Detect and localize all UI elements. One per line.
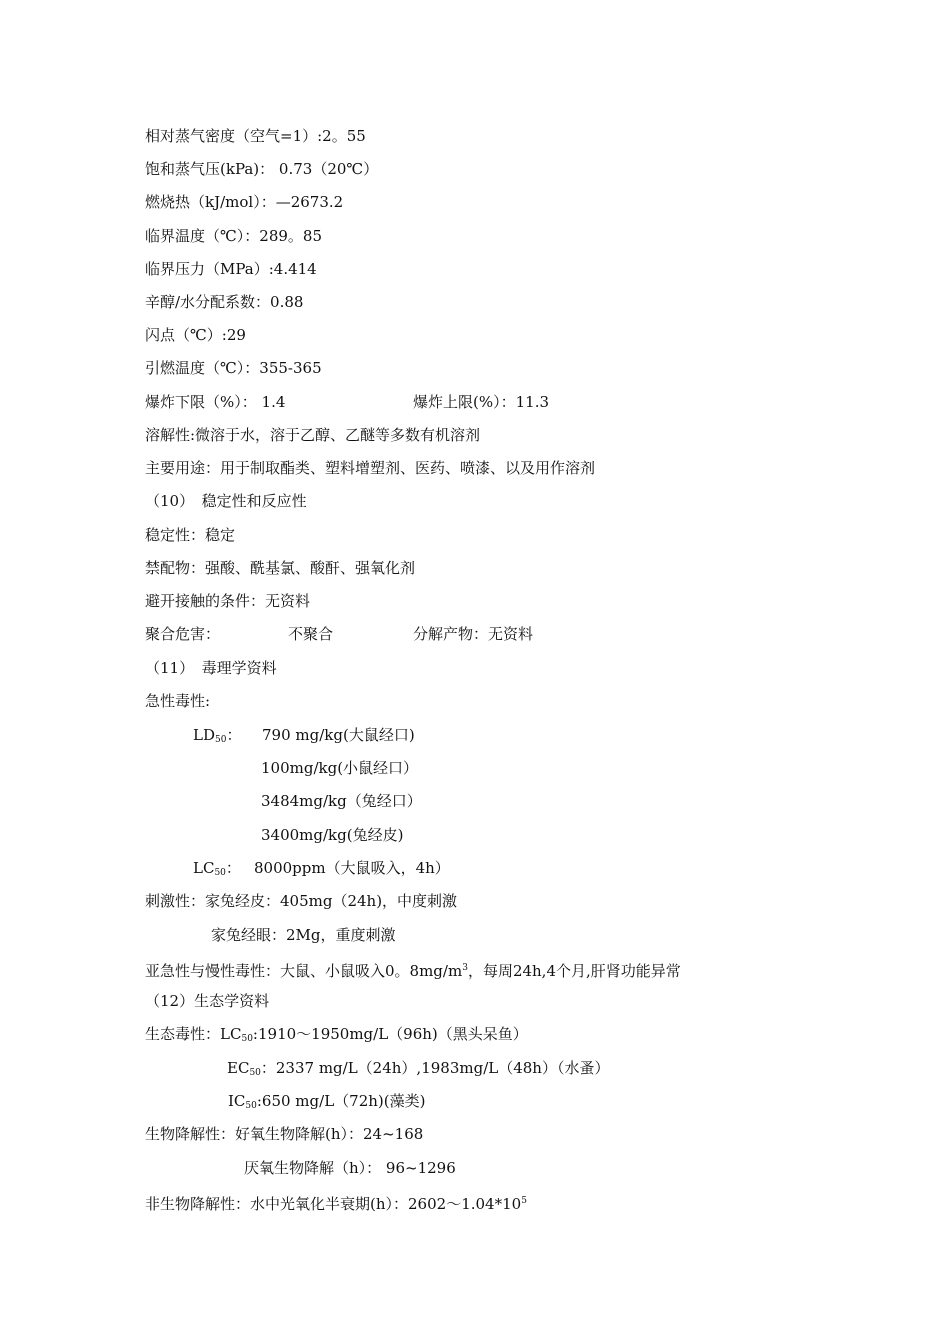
ecotoxicity-daphnia: $EC_{50}$：2337 mg/L（24h）,1983mg/L（48h）（水蚤） [227,1059,610,1078]
solubility: 溶解性:微溶于水，溶于乙醇、乙醚等多数有机溶剂 [145,426,481,444]
abiotic-degradation: 非生物降解性：水中光氧化半衰期(h）：$2602\sim 1.04*10^5$ [145,1195,527,1213]
biodegradation-aerobic: 生物降解性：好氧生物降解(h）：24~168 [145,1125,424,1143]
section-heading-ecology: （12）生态学资料 [145,992,270,1010]
vapor-density: 相对蒸气密度（空气=1）:2。55 [145,127,366,145]
polymerization-value: 不聚合 [288,625,334,643]
ecotoxicity-fish: 生态毒性：$LC_{50}:1910\sim 1950mg/L(96h)$（黑头呆鱼） [145,1025,528,1044]
saturated-vapor-pressure: 饱和蒸气压(kPa)： 0.73（20℃） [145,160,379,178]
ignition-temperature: 引燃温度（℃）：355-365 [145,359,322,377]
conditions-to-avoid: 避开接触的条件：无资料 [145,592,311,610]
section-heading-stability: （10） 稳定性和反应性 [145,492,307,510]
ld50-value-mouse-oral: 100mg/kg(小鼠经口） [261,759,419,777]
stability: 稳定性：稳定 [145,526,236,544]
main-uses: 主要用途：用于制取酯类、塑料增塑剂、医药、喷漆、以及用作溶剂 [145,459,596,477]
explosion-upper-limit: 爆炸上限(%）：11.3 [413,393,550,411]
explosion-lower-limit: 爆炸下限（%）： 1.4 [145,393,286,411]
section-heading-toxicology: （11） 毒理学资料 [145,659,277,677]
polymerization-label: 聚合危害： [145,625,221,643]
critical-pressure: 临界压力（MPa）:4.414 [145,260,317,278]
biodegradation-anaerobic: 厌氧生物降解（h）： 96~1296 [244,1159,456,1177]
decomposition-products: 分解产物：无资料 [413,625,534,643]
chronic-toxicity: 亚急性与慢性毒性：大鼠、小鼠吸入0。$8mg/m^3$，每周24h,4个月,肝肾功能异常 [145,962,681,980]
lc50-label: $LC_{50}$： [193,859,241,878]
ecotoxicity-algae: $IC_{50}:650$ mg/L（72h)(藻类) [228,1092,426,1111]
incompatible-materials: 禁配物：强酸、酰基氯、酸酐、强氧化剂 [145,559,416,577]
lc50-value: 8000ppm（大鼠吸入，4h） [254,859,450,877]
ld50-value-rabbit-oral: 3484mg/kg（兔经口） [261,792,422,810]
ld50-label: $LD_{50}$： [193,726,242,745]
irritation-ocular: 家兔经眼：2Mg，重度刺激 [211,926,396,944]
critical-temperature: 临界温度（℃）：289。85 [145,227,322,245]
ld50-value-rat-oral: 790 mg/kg(大鼠经口) [262,726,415,744]
irritation-dermal: 刺激性：家兔经皮：405mg（24h)，中度刺激 [145,892,458,910]
flash-point: 闪点（℃）:29 [145,326,246,344]
ld50-value-rabbit-dermal: 3400mg/kg(兔经皮) [261,826,404,844]
octanol-water-coefficient: 辛醇/水分配系数：0.88 [145,293,304,311]
heat-of-combustion: 燃烧热（kJ/mol）：—2673.2 [145,193,344,211]
acute-toxicity-label: 急性毒性: [145,692,211,710]
